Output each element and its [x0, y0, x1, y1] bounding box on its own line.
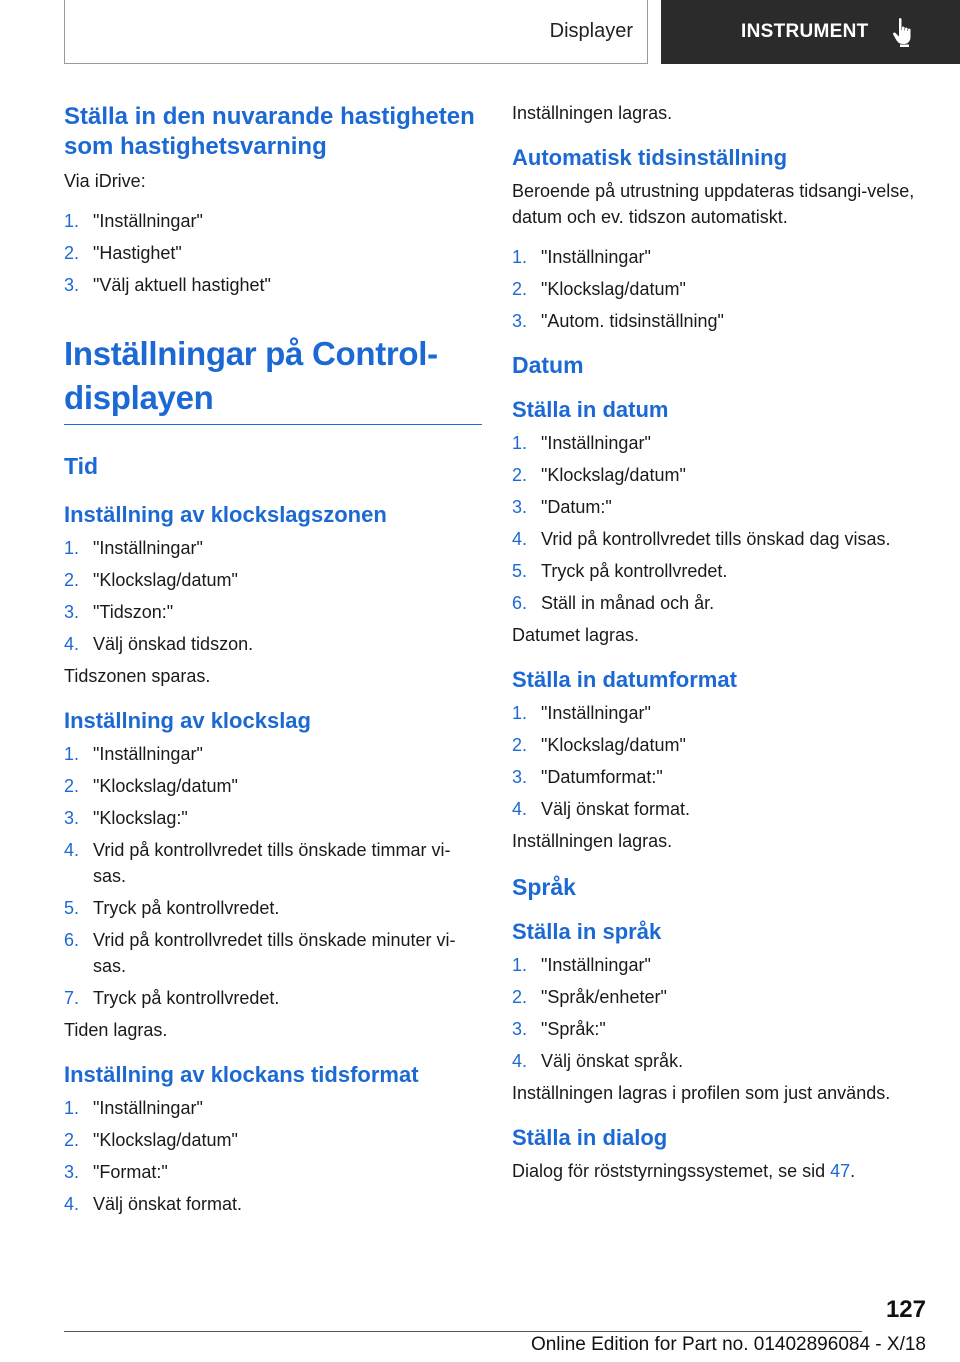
result-text: Inställningen lagras i profilen som just används.: [512, 1083, 891, 1103]
list-item: 4. Välj önskat format.: [512, 799, 691, 819]
section-title-clock: Inställning av klockslag: [64, 708, 311, 733]
tab-displayer[interactable]: [64, 0, 648, 64]
list-item: 2. "Klockslag/datum": [64, 570, 238, 590]
list-item: 1. "Inställningar": [512, 247, 651, 267]
result-text: Inställningen lagras.: [512, 831, 673, 851]
list-item: 4. Vrid på kontrollvredet tills önskade timmar vi-sas.: [64, 840, 451, 886]
result-text: Inställningen lagras.: [512, 103, 673, 123]
section-title-date-format: Ställa in datumformat: [512, 667, 737, 692]
list-item: 2. "Klockslag/datum": [64, 1130, 238, 1150]
steps-date-format: [512, 700, 930, 822]
list-item: 1. "Inställningar": [64, 1098, 203, 1118]
right-column: [512, 100, 930, 1184]
intro-text: Via iDrive:: [64, 171, 146, 191]
list-item: 3. "Välj aktuell hastighet": [64, 275, 271, 295]
section-title-timezone: Inställning av klockslagszonen: [64, 502, 387, 527]
section-title-set-language: Ställa in språk: [512, 919, 662, 944]
list-item: 3. "Datumformat:": [512, 767, 663, 787]
list-item: 1. "Inställningar": [64, 538, 203, 558]
tab-instrument[interactable]: [661, 0, 960, 64]
list-item: 3. "Format:": [64, 1162, 168, 1182]
section-title-auto-time: Automatisk tidsinställning: [512, 145, 788, 170]
list-item: 1. "Inställningar": [512, 433, 651, 453]
list-item: 1. "Inställningar": [512, 703, 651, 723]
list-item: 4. Välj önskad tidszon.: [64, 634, 254, 654]
steps-set-date: [512, 430, 930, 616]
tab-instrument-label: INSTRUMENT: [741, 21, 869, 42]
left-column: [64, 100, 482, 1223]
list-item: 5. Tryck på kontrollvredet.: [64, 898, 280, 918]
list-item: 3. "Språk:": [512, 1019, 606, 1039]
list-item: 1. "Inställningar": [64, 744, 203, 764]
result-text: Tiden lagras.: [64, 1020, 168, 1040]
list-item: 2. "Språk/enheter": [512, 987, 667, 1007]
steps-timezone: [64, 535, 482, 657]
section-title-tid: Tid: [64, 453, 99, 479]
auto-time-text: Beroende på utrustning uppdateras tidsangi-velse, datum och ev. tidszon automatiskt.: [512, 181, 915, 227]
tab-displayer-label: Displayer: [549, 20, 633, 42]
steps-set-language: [512, 952, 930, 1074]
footer-divider: [64, 1331, 862, 1332]
section-title-set-date: Ställa in datum: [512, 397, 669, 422]
list-item: 2. "Klockslag/datum": [512, 279, 686, 299]
page-header: [0, 0, 960, 66]
list-item: 1. "Inställningar": [512, 955, 651, 975]
steps-time-format: [64, 1095, 482, 1217]
steps-speed-warning: [64, 208, 482, 298]
page-number: 127: [885, 1296, 926, 1323]
list-item: 4. Vrid på kontrollvredet tills önskad dag visas.: [512, 529, 891, 549]
result-text: Tidszonen sparas.: [64, 666, 211, 686]
chapter-title: Inställningar på Control-displayen: [64, 332, 482, 425]
list-item: 4. Välj önskat språk.: [512, 1051, 684, 1071]
steps-clock: [64, 741, 482, 1011]
pointing-hand-icon: [891, 17, 917, 47]
result-text: Datumet lagras.: [512, 625, 640, 645]
list-item: 3. "Datum:": [512, 497, 612, 517]
section-title-datum: Datum: [512, 352, 584, 378]
list-item: 2. "Klockslag/datum": [512, 465, 686, 485]
list-item: 4. Välj önskat format.: [64, 1194, 243, 1214]
section-title-time-format: Inställning av klockans tidsformat: [64, 1062, 419, 1087]
section-title-speed-warning: Ställa in den nuvarande hastigheten som hastighetsvarning: [64, 103, 475, 160]
list-item: 2. "Klockslag/datum": [64, 776, 238, 796]
section-title-language: Språk: [512, 874, 576, 900]
list-item: 5. Tryck på kontrollvredet.: [512, 561, 728, 581]
list-item: 3. "Tidszon:": [64, 602, 174, 622]
list-item: 3. "Autom. tidsinställning": [512, 311, 724, 331]
list-item: 2. "Klockslag/datum": [512, 735, 686, 755]
section-title-dialog: Ställa in dialog: [512, 1125, 668, 1150]
page-link[interactable]: 47: [830, 1161, 851, 1181]
list-item: 2. "Hastighet": [64, 243, 182, 263]
list-item: 7. Tryck på kontrollvredet.: [64, 988, 280, 1008]
list-item: 6. Vrid på kontrollvredet tills önskade minuter vi-sas.: [64, 930, 456, 976]
list-item: 3. "Klockslag:": [64, 808, 188, 828]
footer-edition: Online Edition for Part no. 01402896084 - X/18: [530, 1334, 926, 1355]
steps-auto-time: [512, 244, 930, 334]
list-item: 6. Ställ in månad och år.: [512, 593, 715, 613]
dialog-text: Dialog för röststyrningssystemet, se sid 47.: [512, 1161, 856, 1181]
list-item: 1. "Inställningar": [64, 211, 203, 231]
